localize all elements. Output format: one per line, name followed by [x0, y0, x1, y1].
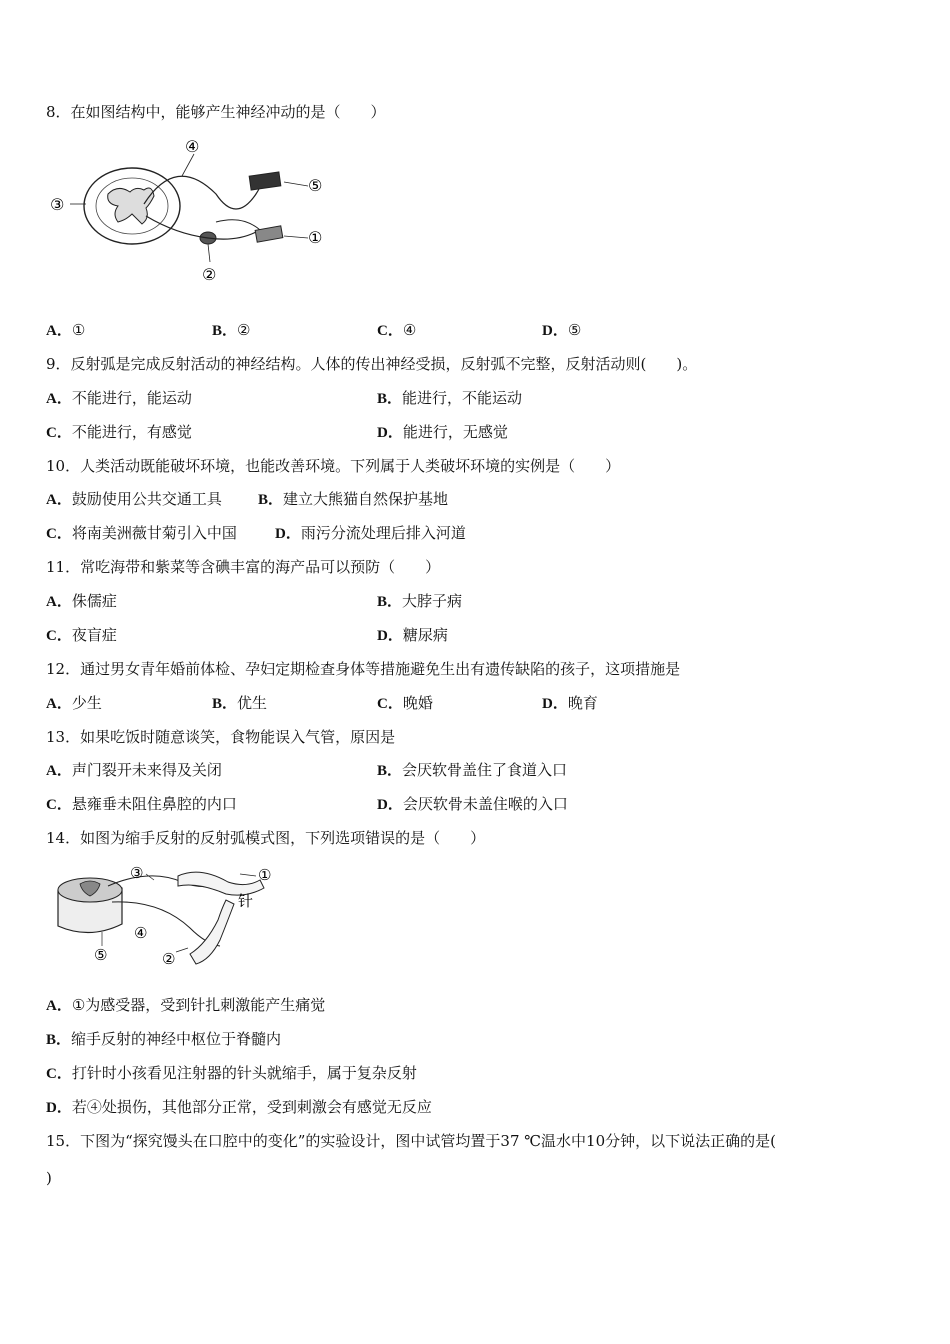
q14-figure	[50, 860, 290, 972]
q14-option-c[interactable]: C．打针时小孩看见注射器的针头就缩手，属于复杂反射	[46, 1064, 417, 1082]
q14-label-2: ②	[162, 950, 176, 968]
effector-muscle	[249, 172, 281, 190]
q11-option-a[interactable]: A．侏儒症	[46, 592, 117, 610]
q13-option-b[interactable]: B．会厌软骨盖住了食道入口	[377, 761, 568, 779]
q8-option-c[interactable]: C．④	[377, 321, 417, 339]
q8-option-b[interactable]: B．②	[212, 321, 251, 339]
q11-option-c[interactable]: C．夜盲症	[46, 626, 117, 644]
q13-option-a[interactable]: A．声门裂开未来得及关闭	[46, 761, 222, 779]
lower-arm-hand	[190, 900, 234, 964]
q10-option-b[interactable]: B．建立大熊猫自然保护基地	[258, 490, 449, 508]
q14-option-d[interactable]: D．若④处损伤，其他部分正常，受到刺激会有感觉无反应	[46, 1098, 432, 1116]
q10-stem: 10．人类活动既能破坏环境，也能改善环境。下列属于人类破坏环境的实例是（ ）	[46, 457, 621, 475]
q12-stem: 12．通过男女青年婚前体检、孕妇定期检查身体等措施避免生出有遗传缺陷的孩子，这项措施是	[46, 660, 681, 678]
q15-stem-line1: 15．下图为“探究馒头在口腔中的变化”的实验设计，图中试管均置于37 ℃温水中10分钟，以下说法正确的是(	[46, 1132, 777, 1150]
q14-option-a[interactable]: A．①为感受器，受到针扎刺激能产生痛觉	[46, 996, 326, 1014]
q8-option-a[interactable]: A．①	[46, 321, 86, 339]
q11-option-d[interactable]: D．糖尿病	[377, 626, 448, 644]
q14-label-needle: 针	[238, 892, 254, 910]
q12-option-d[interactable]: D．晚育	[542, 694, 598, 712]
q14-label-5: ⑤	[94, 946, 108, 964]
q8-figure	[46, 134, 346, 284]
q14-option-b[interactable]: B．缩手反射的神经中枢位于脊髓内	[46, 1030, 282, 1048]
q9-option-c[interactable]: C．不能进行，有感觉	[46, 423, 192, 441]
q10-option-c[interactable]: C．将南美洲薇甘菊引入中国	[46, 524, 237, 542]
q9-stem: 9．反射弧是完成反射活动的神经结构。人体的传出神经受损，反射弧不完整，反射活动则( )。	[46, 355, 698, 373]
q14-label-4: ④	[134, 924, 148, 942]
gray-matter	[108, 188, 154, 224]
q11-option-b[interactable]: B．大脖子病	[377, 592, 463, 610]
q10-option-d[interactable]: D．雨污分流处理后排入河道	[275, 524, 466, 542]
q12-option-a[interactable]: A．少生	[46, 694, 102, 712]
q11-stem: 11．常吃海带和紫菜等含碘丰富的海产品可以预防（ ）	[46, 558, 441, 576]
q14-label-3: ③	[130, 864, 144, 882]
receptor-skin	[255, 226, 283, 242]
q12-option-c[interactable]: C．晚婚	[377, 694, 433, 712]
q13-option-c[interactable]: C．悬雍垂未阻住鼻腔的内口	[46, 795, 237, 813]
q8-label-4: ④	[185, 137, 200, 156]
q8-option-d[interactable]: D．⑤	[542, 321, 582, 339]
q9-option-b[interactable]: B．能进行，不能运动	[377, 389, 523, 407]
q8-label-5: ⑤	[308, 176, 323, 195]
q13-option-d[interactable]: D．会厌软骨未盖住喉的入口	[377, 795, 568, 813]
q14-label-1: ①	[258, 866, 272, 884]
q15-stem-line2: )	[46, 1169, 52, 1187]
q10-option-a[interactable]: A．鼓励使用公共交通工具	[46, 490, 222, 508]
q8-stem: 8．在如图结构中，能够产生神经冲动的是（ ）	[46, 103, 386, 121]
q9-option-d[interactable]: D．能进行，无感觉	[377, 423, 508, 441]
q14-stem: 14．如图为缩手反射的反射弧模式图，下列选项错误的是（ ）	[46, 829, 486, 847]
q8-label-1: ①	[308, 228, 323, 247]
q9-option-a[interactable]: A．不能进行，能运动	[46, 389, 192, 407]
q12-option-b[interactable]: B．优生	[212, 694, 268, 712]
q8-label-3: ③	[50, 195, 65, 214]
q13-stem: 13．如果吃饭时随意谈笑，食物能误入气管，原因是	[46, 728, 396, 746]
q8-label-2: ②	[202, 265, 217, 284]
